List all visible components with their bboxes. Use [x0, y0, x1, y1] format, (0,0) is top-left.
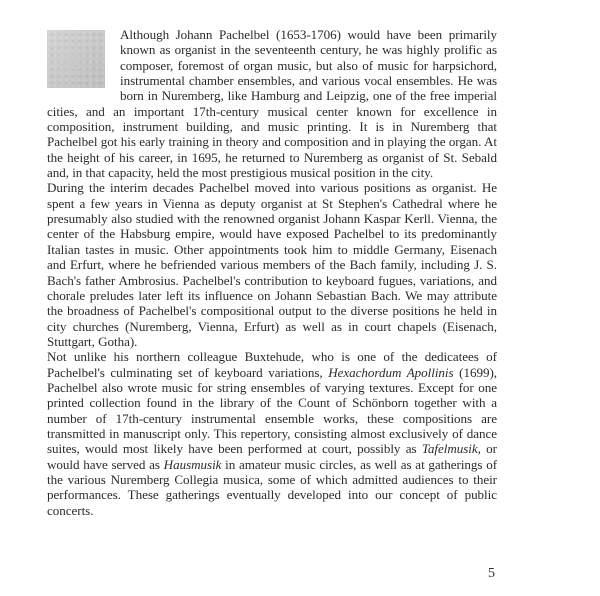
paragraph-3-text-2: (1699), Pachelbel also wrote music for string ensembles of varying textures. Except for one printed collection found in the library of the Count of Schönborn together with a number of 17th-century instrumental ensemble works, these compositions are transmitted in manuscript only. This repertory, consisting almost exclusively of dance suites, would most likely have been performed at court, possibly as	[47, 364, 498, 457]
initial-spacer	[47, 27, 120, 103]
paragraph-3-text-3: , or would have served as	[47, 441, 497, 472]
work-title-hexachordum: Hexachordum Apollinis	[328, 364, 454, 380]
body-text	[47, 27, 497, 518]
term-hausmusik: Hausmusik	[163, 456, 222, 472]
paragraph-3-text-1: Not unlike his northern colleague Buxtehude, who is one of the dedicatees of Pachelbel's culminating set of keyboard variations,	[47, 349, 497, 380]
term-tafelmusik: Tafelmusik	[421, 441, 478, 457]
page-number: 5	[488, 566, 495, 581]
paragraph-3-text-4: in amateur music circles, as well as at gatherings of the various Nuremberg Collegia musica, some of which admitted audiences to their performances. These gatherings eventually developed into our concept of public concerts.	[47, 456, 498, 518]
paragraph-3	[47, 349, 497, 518]
paragraph-1: Although Johann Pachelbel (1653-1706) would have been primarily known as organist in the seventeenth century, he was highly prolific as composer, foremost of organ music, but also of music for harpsichord, instrumental chamber ensembles, and various vocal ensembles. He was born in Nuremberg, like Hamburg and Leipzig, one of the free imperial cities, and an important 17th-century musical center known for excellence in composition, instrument building, and music printing. It is in Nuremberg that Pachelbel got his early training in theory and composition and in playing the organ. At the height of his career, in 1695, he returned to Nuremberg as organist of St. Sebald and, in that capacity, held the most prestigious musical position in the city.	[47, 27, 497, 181]
paragraph-2: During the interim decades Pachelbel moved into various positions as organist. He spent a few years in Vienna as deputy organist at St Stephen's Cathedral where he presumably also studied with the renowned organist Johann Kaspar Kerll. Vienna, the center of the Habsburg empire, would have exposed Pachelbel to its predominantly Italian tastes in music. Other appointments took him to middle Germany, Eisenach and Erfurt, where he befriended various members of the Bach family, including J. S. Bach's father Ambrosius. Pachelbel's contribution to keyboard fugues, variations, and chorale preludes later left its influence on Johann Sebastian Bach. We may attribute the broadness of Pachelbel's compositional output to the diverse positions he held in city churches (Nuremberg, Vienna, Erfurt) as well as in court chapels (Eisenach, Stuttgart, Gotha).	[47, 180, 497, 349]
